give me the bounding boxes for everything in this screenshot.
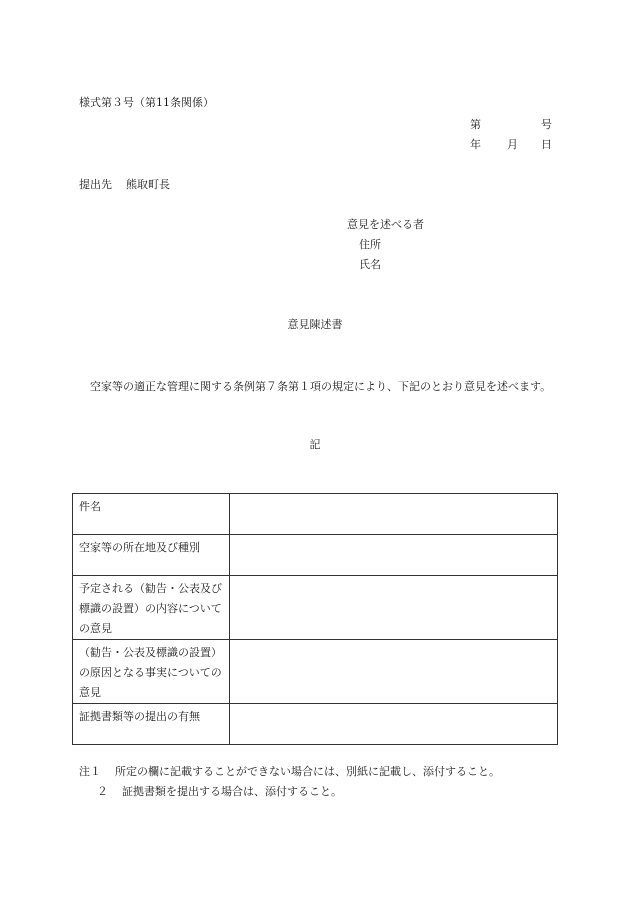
row-value[interactable] (230, 704, 558, 745)
document-title: 意見陳述書 (287, 318, 343, 331)
submitter-name-label: 氏名 (359, 258, 381, 271)
recipient-label: 提出先 (79, 178, 112, 191)
table-row (73, 576, 558, 640)
table-row (73, 494, 558, 535)
row-label: 予定される（勧告・公表及び標識の設置）の内容についての意見 (73, 576, 230, 640)
recipient-name: 熊取町長 (126, 178, 170, 191)
table-row (73, 640, 558, 704)
note-2 (79, 782, 500, 802)
form-number: 様式第３号（第11条関係） (79, 96, 214, 109)
submitter-address-label: 住所 (359, 238, 381, 251)
note-1 (79, 762, 500, 782)
note-1-text: 所定の欄に記載することができない場合には、別紙に記載し、添付すること。 (115, 765, 500, 778)
row-value[interactable] (230, 640, 558, 704)
notes (79, 762, 500, 802)
number-dai: 第 (470, 118, 481, 131)
opinion-table (72, 493, 558, 745)
date-year: 年 (470, 138, 481, 151)
note-1-prefix: 注１ (79, 765, 101, 778)
submitter-title: 意見を述べる者 (347, 218, 424, 231)
date-day: 日 (541, 138, 552, 151)
table-row (73, 535, 558, 576)
row-label: 証拠書類等の提出の有無 (73, 704, 230, 745)
note-2-prefix: ２ (97, 785, 108, 798)
number-go: 号 (541, 118, 552, 131)
note-2-text: 証拠書類を提出する場合は、添付すること。 (122, 785, 342, 798)
table-row (73, 704, 558, 745)
row-value[interactable] (230, 494, 558, 535)
recipient (79, 178, 170, 192)
row-value[interactable] (230, 535, 558, 576)
row-label: （勧告・公表及標識の設置）の原因となる事実についての意見 (73, 640, 230, 704)
row-label: 件名 (73, 494, 230, 535)
row-label: 空家等の所在地及び種別 (73, 535, 230, 576)
date-month: 月 (507, 138, 518, 151)
document-body: 空家等の適正な管理に関する条例第７条第１項の規定により、下記のとおり意見を述べます。 (90, 380, 552, 393)
row-value[interactable] (230, 576, 558, 640)
ki-heading: 記 (309, 438, 321, 451)
